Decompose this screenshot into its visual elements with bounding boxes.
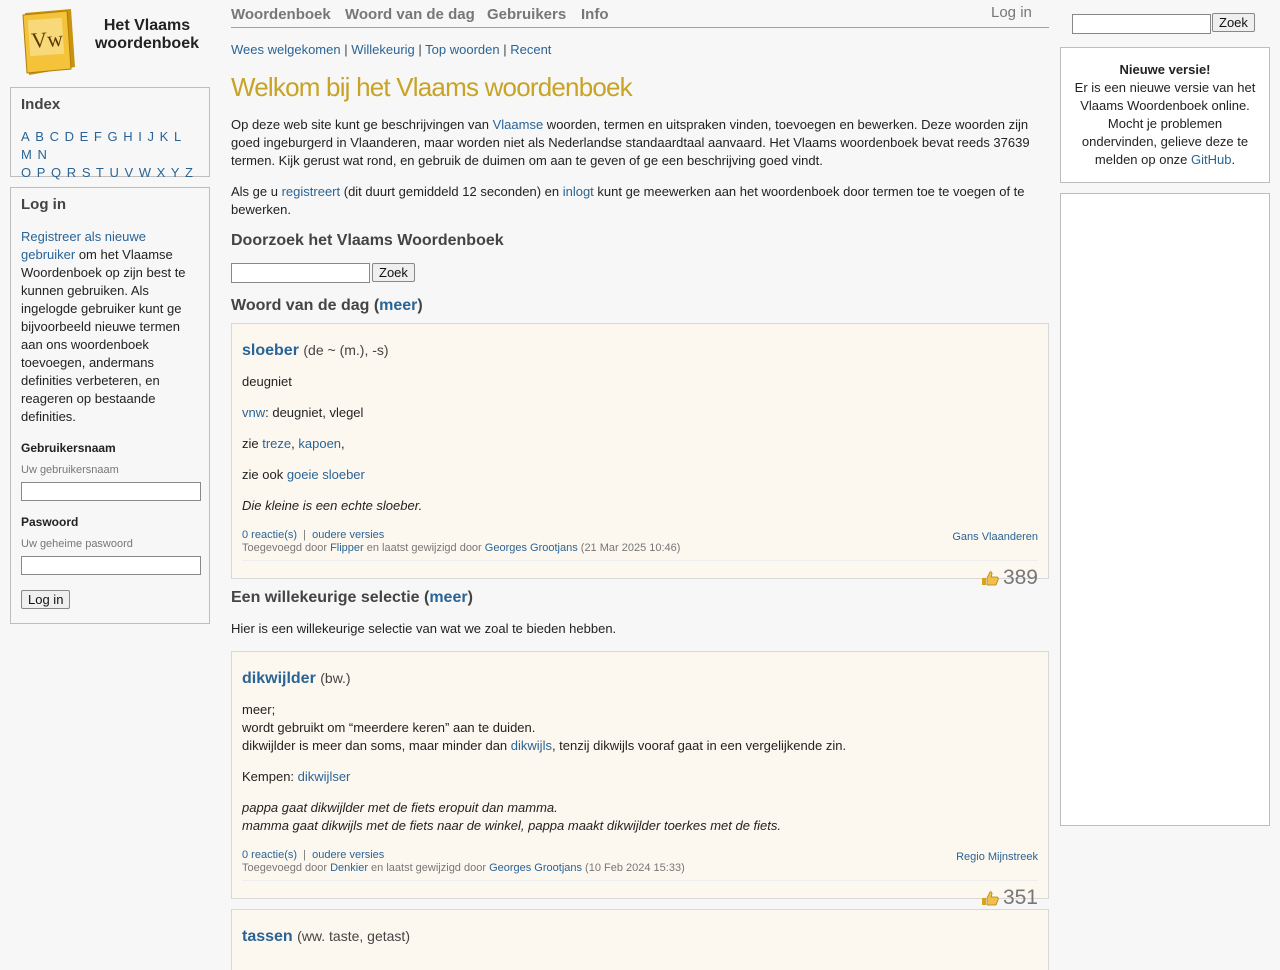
- sub-navigation: Wees welgekomen | Willekeurig | Top woorden | Recent: [231, 42, 552, 57]
- sidebar-search-button[interactable]: Zoek: [1212, 13, 1255, 32]
- password-label: Paswoord: [21, 515, 79, 529]
- random-heading-close: ): [467, 589, 473, 606]
- site-title[interactable]: [92, 17, 202, 53]
- intro-text-a: Op deze web site kunt ge beschrijvingen van: [231, 117, 493, 132]
- vote-count: 389: [1002, 566, 1038, 589]
- definition-line-1: meer;: [242, 702, 276, 717]
- word-synonyms: [242, 404, 1032, 422]
- index-letter-c[interactable]: C: [49, 129, 59, 144]
- index-letter-k[interactable]: K: [159, 129, 169, 144]
- see-also-label: zie ook: [242, 467, 287, 482]
- login-panel: [10, 187, 210, 624]
- word-title-link[interactable]: tassen: [242, 928, 293, 945]
- index-letter-o[interactable]: O: [21, 165, 32, 180]
- word-example: Die kleine is een echte sloeber.: [242, 498, 423, 513]
- password-input[interactable]: [21, 556, 201, 575]
- thumbs-up-icon[interactable]: [981, 890, 999, 906]
- random-more-link[interactable]: meer: [429, 589, 468, 606]
- index-letter-g[interactable]: G: [107, 129, 118, 144]
- card-divider: [242, 880, 1038, 881]
- see-link-kapoen[interactable]: kapoen: [298, 436, 342, 451]
- added-by-user-link[interactable]: Denkier: [330, 862, 368, 874]
- versions-link[interactable]: oudere versies: [312, 849, 385, 861]
- news-title: Nieuwe versie!: [1119, 62, 1211, 77]
- subnav-top-woorden[interactable]: Top woorden: [425, 42, 500, 57]
- random-heading: [231, 589, 473, 607]
- search-button[interactable]: Zoek: [372, 263, 415, 282]
- index-letter-i[interactable]: I: [138, 129, 142, 144]
- vote-count: 351: [1002, 886, 1038, 909]
- meta-separator: |: [303, 529, 307, 541]
- register-text-a: Als ge u: [231, 184, 282, 199]
- index-row-2: [21, 164, 199, 182]
- username-hint: Uw gebruikersnaam: [21, 464, 119, 476]
- region-link[interactable]: Regio Mijnstreek: [956, 851, 1038, 863]
- edited-by-label: en laatst gewijzigd door: [367, 862, 490, 874]
- index-letter-z[interactable]: Z: [185, 165, 193, 180]
- site-logo[interactable]: [19, 9, 77, 75]
- word-entry: [242, 342, 389, 360]
- register-text-b: (dit duurt gemiddeld 12 seconden) en: [340, 184, 563, 199]
- word-title-link[interactable]: sloeber: [242, 342, 299, 359]
- wotd-heading: [231, 297, 423, 315]
- intro-text-b: woorden, termen en uitspraken vinden, toevoegen en bewerken. Deze woorden zijn goed ingeburgerd in Vlaanderen, maar worden niet als Nederlandse standaardtaal aanvaard. Het Vlaams woordenboek bevat reeds 37639 termen. Kijk gerust wat rond, en gebruik de duimen om aan te geven of ge een beschrijving goed vindt.: [231, 117, 1030, 168]
- index-letter-y[interactable]: Y: [170, 165, 180, 180]
- edit-date: (21 Mar 2025 10:46): [577, 542, 681, 554]
- regional-label: Kempen:: [242, 769, 298, 784]
- wotd-heading-close: ): [417, 297, 423, 314]
- sidebar-search-input[interactable]: [1072, 14, 1211, 34]
- index-letter-f[interactable]: F: [93, 129, 102, 144]
- search-input[interactable]: [231, 263, 370, 283]
- thumbs-up-icon[interactable]: [981, 570, 999, 586]
- word-see-also: [242, 466, 1032, 484]
- nav-woordenboek[interactable]: Woordenboek: [231, 6, 331, 23]
- index-letter-p[interactable]: P: [36, 165, 46, 180]
- definition-line-2: wordt gebruikt om “meerdere keren” aan te duiden.: [242, 720, 536, 735]
- word-grammar: (bw.): [320, 670, 351, 686]
- index-letter-h[interactable]: H: [123, 129, 133, 144]
- random-heading-text: Een willekeurige selectie (: [231, 589, 430, 606]
- register-link[interactable]: Registreer als nieuwe gebruiker: [21, 229, 147, 262]
- github-link[interactable]: GitHub: [1191, 152, 1232, 167]
- word-grammar: (de ~ (m.), -s): [303, 342, 389, 358]
- definition-text-a: dikwijlder is meer dan soms, maar minder dan: [242, 738, 511, 753]
- edited-by-user-link[interactable]: Georges Grootjans: [484, 542, 578, 554]
- index-letter-a[interactable]: A: [21, 129, 30, 144]
- site-title-line2: woordenboek: [94, 35, 199, 52]
- word-entry: [242, 670, 351, 688]
- wotd-more-link[interactable]: meer: [379, 297, 418, 314]
- nav-login[interactable]: Log in: [991, 4, 1032, 21]
- word-card-dikwijlder: [231, 651, 1049, 909]
- vote-widget: [981, 886, 1038, 910]
- logo-text: Vw: [30, 25, 64, 54]
- news-text: Er is een nieuwe versie van het Vlaams Woordenboek online. Mocht je problemen ondervinden, gelieve deze te melden op onze: [1074, 80, 1256, 167]
- nav-info[interactable]: Info: [581, 6, 609, 23]
- login-title: Log in: [21, 196, 66, 213]
- index-letter-b[interactable]: B: [35, 129, 44, 144]
- vote-widget: [981, 566, 1038, 590]
- definition-text-b: , tenzij dikwijls vooraf gaat in een vergelijkende zin.: [551, 738, 847, 753]
- registreert-link[interactable]: registreert: [281, 184, 341, 199]
- index-letter-x[interactable]: X: [156, 165, 166, 180]
- login-submit-button[interactable]: Log in: [21, 590, 70, 609]
- index-letter-m[interactable]: M: [21, 147, 32, 162]
- synonyms-text: : deugniet, vlegel: [265, 405, 364, 420]
- index-panel: [10, 87, 210, 180]
- word-definition: [242, 701, 1032, 755]
- card-divider: [242, 560, 1038, 561]
- definition-line-3: [242, 737, 1032, 755]
- random-description: Hier is een willekeurige selectie van wat we zoal te bieden hebben.: [231, 621, 617, 636]
- see-also-link[interactable]: goeie sloeber: [286, 467, 365, 482]
- word-meta: [242, 529, 680, 555]
- ad-panel: [1060, 193, 1270, 826]
- word-example: [242, 799, 1032, 835]
- page-title: Welkom bij het Vlaams woordenboek: [231, 72, 632, 102]
- added-by-user-link[interactable]: Flipper: [330, 542, 364, 554]
- username-input[interactable]: [21, 482, 201, 501]
- word-see: zie treze, kapoen,: [242, 436, 345, 451]
- word-meta: [242, 849, 685, 875]
- see-link-treze[interactable]: treze: [262, 436, 292, 451]
- added-by-label: Toegevoegd door: [242, 862, 331, 874]
- login-description-text: om het Vlaamse Woordenboek op zijn best te kunnen gebruiken. Als ingelogde gebruiker kunt ge bijvoorbeeld nieuwe termen aan ons woordenboek toevoegen, andermans definities verbeteren, en reageren op bestaande definities.: [21, 247, 186, 424]
- word-card-sloeber: [231, 323, 1049, 589]
- register-paragraph: [231, 183, 1041, 219]
- index-letter-q[interactable]: Q: [51, 165, 62, 180]
- dikwijlser-link[interactable]: dikwijlser: [297, 769, 351, 784]
- meta-separator: |: [303, 849, 307, 861]
- subnav-welkom[interactable]: Wees welgekomen: [231, 42, 341, 57]
- word-title-link[interactable]: dikwijlder: [242, 670, 316, 687]
- index-letter-r[interactable]: R: [66, 165, 77, 180]
- reactions-link[interactable]: 0 reactie(s): [242, 849, 298, 861]
- word-regional: [242, 768, 1032, 786]
- site-title-line1: Het Vlaams: [103, 17, 191, 34]
- subnav-willekeurig[interactable]: Willekeurig: [351, 42, 415, 57]
- word-entry: [242, 928, 410, 946]
- index-letter-n[interactable]: N: [37, 147, 47, 162]
- edited-by-user-link[interactable]: Georges Grootjans: [489, 862, 582, 874]
- username-label: Gebruikersnaam: [21, 441, 116, 455]
- edit-date: (10 Feb 2024 15:33): [582, 862, 685, 874]
- register-text-c: kunt ge meewerken aan het woordenboek door termen toe te voegen of te bewerken.: [231, 184, 1025, 217]
- index-letter-l[interactable]: L: [173, 129, 182, 144]
- news-text-end: .: [1231, 152, 1236, 167]
- index-letter-e[interactable]: E: [79, 129, 89, 144]
- region-link[interactable]: Gans Vlaanderen: [952, 531, 1038, 543]
- index-letter-v[interactable]: V: [124, 165, 134, 180]
- index-letter-w[interactable]: W: [138, 165, 152, 180]
- inlogt-link[interactable]: inlogt: [562, 184, 594, 199]
- login-description: [21, 228, 196, 426]
- word-grammar: (ww. taste, getast): [297, 928, 410, 944]
- dikwijls-link[interactable]: dikwijls: [510, 738, 552, 753]
- wotd-heading-text: Woord van de dag (: [231, 297, 380, 314]
- index-letter-t[interactable]: T: [95, 165, 104, 180]
- nav-gebruikers[interactable]: Gebruikers: [487, 6, 567, 23]
- nav-woord-van-de-dag[interactable]: Woord van de dag: [345, 6, 475, 23]
- index-letter-u[interactable]: U: [109, 165, 119, 180]
- index-title: Index: [21, 96, 61, 113]
- reactions-link[interactable]: 0 reactie(s): [242, 529, 298, 541]
- search-heading: Doorzoek het Vlaams Woordenboek: [231, 232, 504, 249]
- example-line-1: pappa gaat dikwijlder met de fiets eropuit dan mamma.: [242, 800, 558, 815]
- edited-by-label: en laatst gewijzigd door: [363, 542, 485, 554]
- word-card-tassen: [231, 909, 1049, 970]
- intro-paragraph: [231, 116, 1041, 170]
- example-line-2: mamma gaat dikwijls met de fiets naar de winkel, pappa maakt dikwijlder toerkes met de fiets.: [242, 818, 782, 833]
- added-by-label: Toegevoegd door: [242, 542, 331, 554]
- news-panel: [1060, 47, 1270, 183]
- see-label: zie: [242, 436, 263, 451]
- vnw-link[interactable]: vnw: [242, 405, 266, 420]
- index-letter-j[interactable]: J: [147, 129, 155, 144]
- index-row-1: [21, 128, 199, 164]
- vlaamse-link[interactable]: Vlaamse: [492, 117, 544, 132]
- password-hint: Uw geheime paswoord: [21, 538, 133, 550]
- index-letter-s[interactable]: S: [81, 165, 91, 180]
- subnav-recent[interactable]: Recent: [510, 42, 552, 57]
- versions-link[interactable]: oudere versies: [312, 529, 385, 541]
- index-letter-d[interactable]: D: [64, 129, 74, 144]
- index-letters: [21, 128, 199, 182]
- top-navigation: [231, 0, 1049, 28]
- word-definition: deugniet: [242, 374, 292, 389]
